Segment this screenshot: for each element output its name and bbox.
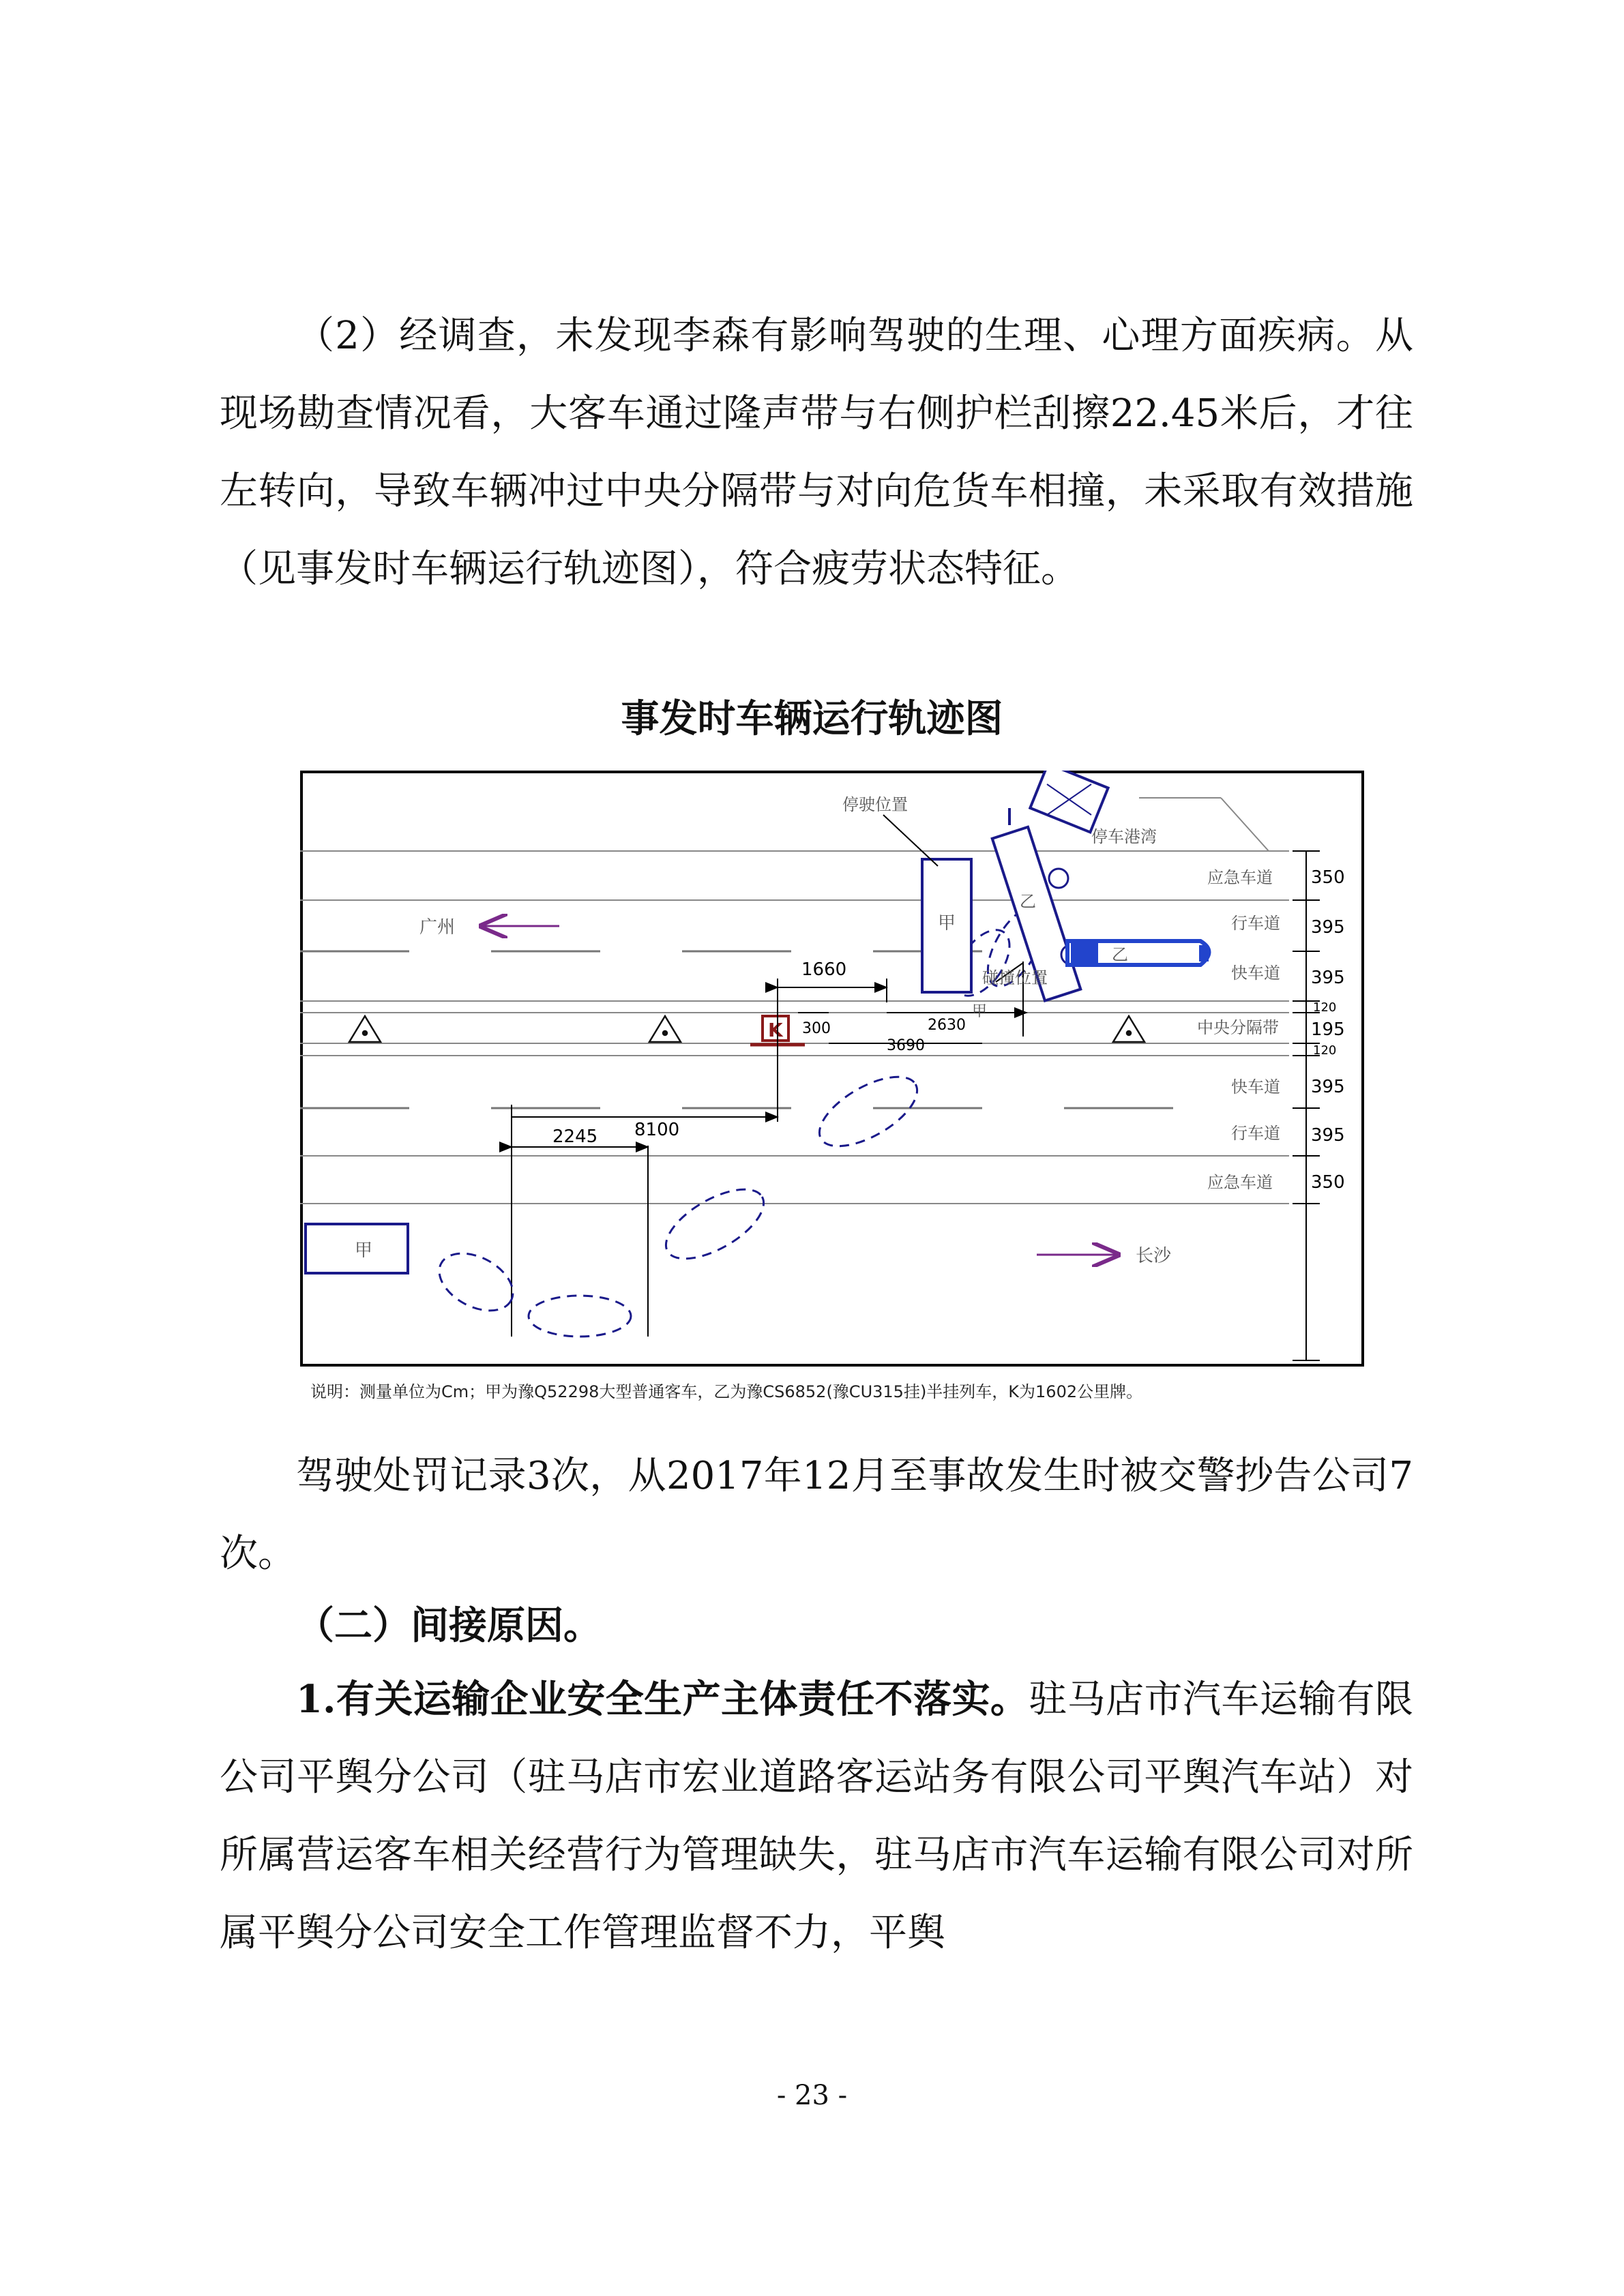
trailer-label: 乙 — [1020, 892, 1036, 911]
dim-3690: 3690 — [887, 1037, 925, 1054]
width-120-a: 120 — [1313, 1000, 1337, 1015]
figure-caption: 说明：测量单位为Cm；甲为豫Q52298大型普通客车，乙为豫CS6852(豫CU315挂)半挂列车，K为1602公里牌。 — [310, 1382, 1143, 1401]
paragraph-text: （2）经调查，未发现李森有影响驾驶的生理、心理方面疾病。从现场勘查情况看，大客车通过隆声带与右侧护栏刮擦22.45米后，才往左转向，导致车辆冲过中央分隔带与对向危货车相撞，未采取有效措施（见事发时车辆运行轨迹图），符合疲劳状态特征。 — [220, 314, 1413, 591]
lane-label-traffic-bottom: 行车道 — [1231, 1124, 1280, 1143]
bus-final-label: 甲 — [938, 913, 956, 934]
lane-label-fast-bottom: 快车道 — [1231, 1077, 1280, 1097]
paragraph-lead: 1.有关运输企业安全生产主体责任不落实。 — [296, 1677, 1029, 1722]
dim-8100: 8100 — [634, 1120, 680, 1140]
tractor-label: 乙 — [1112, 945, 1128, 964]
lane-label-traffic-top: 行车道 — [1231, 914, 1280, 933]
width-195: 195 — [1311, 1019, 1345, 1040]
collision-position-label: 碰撞位置 — [982, 968, 1048, 987]
bus-collision-label: 甲 — [972, 1003, 988, 1020]
diagram-frame — [301, 772, 1363, 1365]
bus-start-position — [306, 1224, 408, 1273]
width-395-c: 395 — [1311, 1077, 1345, 1097]
width-395-a: 395 — [1311, 917, 1345, 938]
width-350-top: 350 — [1311, 867, 1345, 888]
page-number: - 23 - — [776, 2080, 848, 2111]
width-120-b: 120 — [1313, 1043, 1337, 1058]
lane-label-fast-top: 快车道 — [1231, 964, 1280, 983]
figure-title: 事发时车辆运行轨迹图 — [621, 696, 1003, 741]
changsha-label: 长沙 — [1136, 1246, 1172, 1266]
paragraph-indirect-cause — [220, 1660, 1413, 1972]
paragraph-text: 驾驶处罚记录3次，从2017年12月至事故发生时被交警抄告公司7次。 — [220, 1454, 1413, 1576]
trajectory-diagram — [300, 771, 1364, 1374]
parking-position-label: 停驶位置 — [842, 795, 908, 814]
parking-bay-label: 停车港湾 — [1091, 827, 1157, 846]
width-395-d: 395 — [1311, 1125, 1345, 1146]
width-350-bottom: 350 — [1311, 1172, 1345, 1193]
paragraph-text: 驻马店市汽车运输有限公司平舆分公司（驻马店市宏业道路客运站务有限公司平舆汽车站）对所属营运客车相关经营行为管理缺失，驻马店市汽车运输有限公司对所属平舆分公司安全工作管理监督不力，平舆 — [220, 1678, 1414, 1955]
dim-2245: 2245 — [552, 1127, 598, 1147]
lane-label-median: 中央分隔带 — [1197, 1018, 1279, 1037]
dim-1660: 1660 — [801, 959, 847, 980]
guangzhou-label: 广州 — [419, 917, 456, 938]
width-395-b: 395 — [1311, 968, 1345, 988]
section-heading: （二）间接原因。 — [296, 1603, 602, 1648]
truck-tractor-b — [1067, 940, 1209, 967]
bus-start-label: 甲 — [355, 1240, 373, 1261]
dim-2630: 2630 — [928, 1017, 966, 1034]
paragraph-records — [220, 1437, 1413, 1593]
km-marker-label: K — [768, 1019, 783, 1041]
lane-label-emergency-top: 应急车道 — [1207, 868, 1273, 887]
paragraph-fatigue — [220, 297, 1413, 608]
dim-300: 300 — [802, 1020, 831, 1037]
lane-label-emergency-bottom: 应急车道 — [1207, 1173, 1273, 1192]
